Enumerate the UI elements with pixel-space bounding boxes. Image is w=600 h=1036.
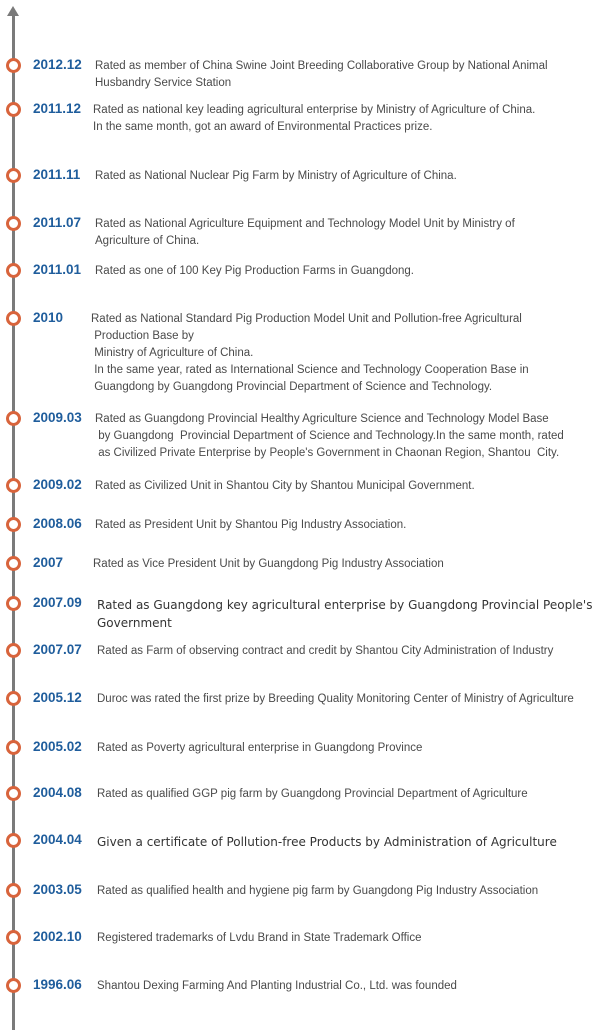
timeline-description: Rated as National Agriculture Equipment and Technology Model Unit by Ministry of Agriculture of China. xyxy=(95,218,515,247)
timeline-description: Rated as qualified GGP pig farm by Guangdong Provincial Department of Agriculture xyxy=(97,788,528,800)
timeline-description: Registered trademarks of Lvdu Brand in State Trademark Office xyxy=(97,932,422,944)
timeline-dot-icon xyxy=(6,478,21,493)
timeline-dot-icon xyxy=(6,517,21,532)
timeline-dot-icon xyxy=(6,411,21,426)
timeline-year: 2005.12 xyxy=(33,690,82,705)
timeline-year: 2004.08 xyxy=(33,785,82,800)
up-arrow-icon xyxy=(7,6,19,16)
timeline-year: 2008.06 xyxy=(33,516,82,531)
timeline-year: 2009.03 xyxy=(33,410,82,425)
timeline-dot-icon xyxy=(6,102,21,117)
timeline-year: 1996.06 xyxy=(33,977,82,992)
timeline-year: 2007.07 xyxy=(33,642,82,657)
timeline-description: Rated as National Nuclear Pig Farm by Ministry of Agriculture of China. xyxy=(95,170,457,182)
timeline-description: Given a certificate of Pollution-free Products by Administration of Agriculture xyxy=(97,835,557,849)
timeline-year: 2007 xyxy=(33,555,64,570)
timeline-description: Rated as member of China Swine Joint Breeding Collaborative Group by National Animal Husbandry Service Station xyxy=(95,60,548,89)
timeline-description: Rated as Guangdong Provincial Healthy Agriculture Science and Technology Model Base by Guangdong Provincial Department of Science and Technology.In the same month, rated as Civilized Private Enterprise by People's Government in Chaonan Region, Shantou City. xyxy=(95,413,564,459)
timeline-dot-icon xyxy=(6,643,21,658)
timeline-dot-icon xyxy=(6,263,21,278)
timeline-year: 2005.02 xyxy=(33,739,82,754)
timeline-dot-icon xyxy=(6,978,21,993)
timeline-description: Rated as Guangdong key agricultural enterprise by Guangdong Provincial People's Government xyxy=(97,598,593,630)
timeline-year: 2011.11 xyxy=(33,167,81,182)
timeline-dot-icon xyxy=(6,216,21,231)
timeline-dot-icon xyxy=(6,786,21,801)
timeline-year: 2009.02 xyxy=(33,477,82,492)
timeline-dot-icon xyxy=(6,556,21,571)
timeline-description: Duroc was rated the first prize by Breeding Quality Monitoring Center of Ministry of Agriculture xyxy=(97,693,574,705)
timeline-dot-icon xyxy=(6,930,21,945)
timeline-dot-icon xyxy=(6,168,21,183)
timeline-year: 2011.01 xyxy=(33,262,82,277)
timeline-description: Rated as Farm of observing contract and credit by Shantou City Administration of Industry xyxy=(97,645,554,657)
timeline-year: 2012.12 xyxy=(33,57,82,72)
timeline-description: Rated as Poverty agricultural enterprise in Guangdong Province xyxy=(97,742,423,754)
timeline-description: Rated as qualified health and hygiene pig farm by Guangdong Pig Industry Association xyxy=(97,885,539,897)
timeline-description: Shantou Dexing Farming And Planting Industrial Co., Ltd. was founded xyxy=(97,980,457,992)
timeline-description: Rated as President Unit by Shantou Pig Industry Association. xyxy=(95,519,407,531)
timeline-description: Rated as Vice President Unit by Guangdong Pig Industry Association xyxy=(93,558,444,570)
timeline-description: Rated as Civilized Unit in Shantou City by Shantou Municipal Government. xyxy=(95,480,475,492)
timeline-dot-icon xyxy=(6,596,21,611)
timeline-dot-icon xyxy=(6,740,21,755)
timeline-year: 2011.07 xyxy=(33,215,82,230)
timeline-year: 2007.09 xyxy=(33,595,82,610)
timeline-dot-icon xyxy=(6,833,21,848)
timeline-year: 2010 xyxy=(33,310,64,325)
timeline-year: 2002.10 xyxy=(33,929,82,944)
timeline-year: 2011.12 xyxy=(33,101,82,116)
timeline-year: 2004.04 xyxy=(33,832,82,847)
timeline-dot-icon xyxy=(6,311,21,326)
timeline-dot-icon xyxy=(6,883,21,898)
timeline-dot-icon xyxy=(6,691,21,706)
timeline-year: 2003.05 xyxy=(33,882,82,897)
timeline-description: Rated as one of 100 Key Pig Production Farms in Guangdong. xyxy=(95,265,415,277)
timeline-dot-icon xyxy=(6,58,21,73)
timeline-description: Rated as national key leading agricultural enterprise by Ministry of Agriculture of China. In the same month, got an award of Environmental Practices prize. xyxy=(93,104,536,133)
timeline-description: Rated as National Standard Pig Production Model Unit and Pollution-free Agricultural Production Base by Ministry of Agriculture of China. In the same year, rated as International Science and Technology Cooperation Base in Guangdong by Guangdong Provincial Department of Science and Technology. xyxy=(91,313,529,393)
